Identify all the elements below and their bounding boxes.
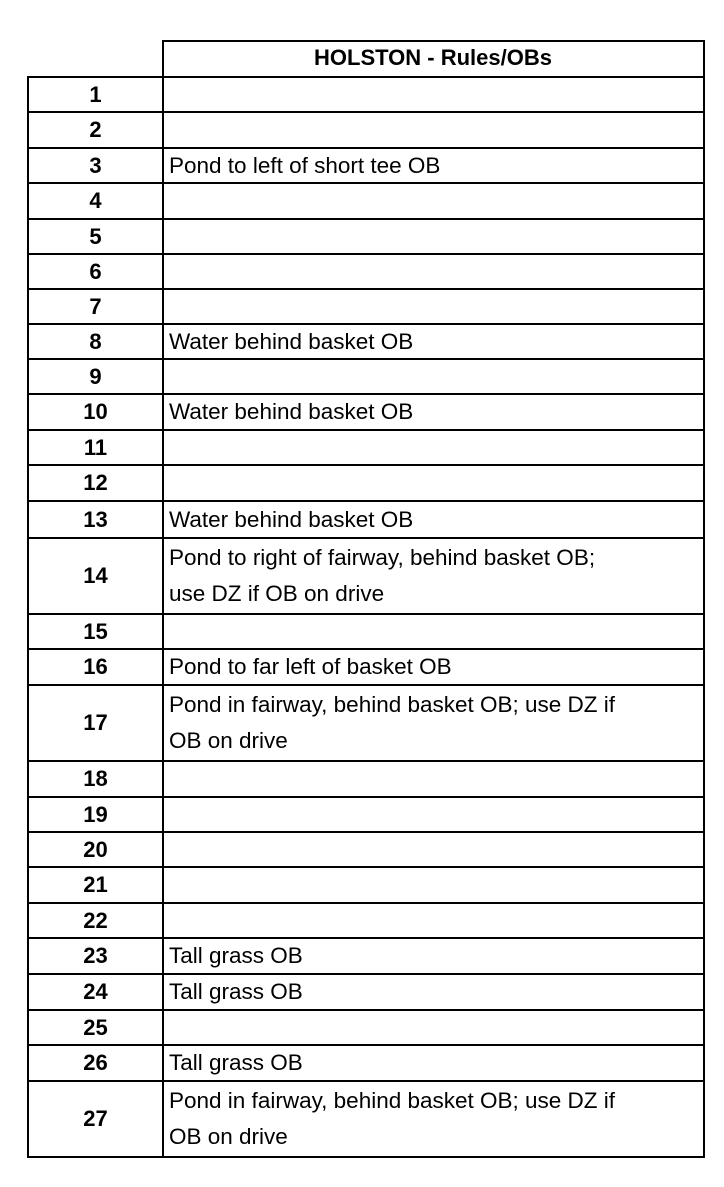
rule-note: Pond in fairway, behind basket OB; use DZ if OB on drive <box>169 1088 616 1149</box>
rule-note: Tall grass OB <box>169 943 303 968</box>
rule-note <box>169 113 697 147</box>
hole-number: 18 <box>83 766 108 791</box>
rule-note <box>169 1011 697 1044</box>
hole-number: 11 <box>83 434 108 460</box>
hole-number: 24 <box>83 979 108 1004</box>
rule-note <box>169 220 697 253</box>
hole-number: 9 <box>89 363 102 389</box>
hole-number: 1 <box>89 81 102 107</box>
hole-number: 21 <box>83 872 108 897</box>
rule-note <box>169 184 697 218</box>
rule-note: Pond in fairway, behind basket OB; use DZ if OB on drive <box>169 692 616 753</box>
rule-note <box>169 466 697 500</box>
hole-number: 6 <box>89 258 102 284</box>
rule-note: Pond to right of fairway, behind basket OB; use DZ if OB on drive <box>169 545 596 606</box>
rule-note <box>169 798 697 831</box>
rule-note <box>169 833 697 866</box>
rule-note: Tall grass OB <box>169 1050 303 1075</box>
rule-note <box>169 762 697 796</box>
rule-note <box>169 615 697 648</box>
hole-number: 20 <box>83 836 108 862</box>
rule-note: Water behind basket OB <box>169 399 414 424</box>
rule-note <box>169 431 697 464</box>
rule-note: Water behind basket OB <box>169 328 414 354</box>
hole-number: 12 <box>83 470 108 495</box>
hole-number: 5 <box>89 223 102 249</box>
hole-number: 19 <box>83 801 108 827</box>
hole-number: 7 <box>89 293 102 319</box>
rule-note <box>169 868 697 902</box>
hole-number: 23 <box>83 943 108 968</box>
hole-number: 27 <box>83 1106 108 1131</box>
rule-note <box>169 360 697 393</box>
rule-note: Pond to left of short tee OB <box>169 152 441 178</box>
rule-note: Tall grass OB <box>169 979 303 1004</box>
table-header: HOLSTON - Rules/OBs <box>314 45 552 70</box>
hole-number: 3 <box>89 152 102 178</box>
table-border <box>162 40 704 42</box>
rule-note: Pond to far left of basket OB <box>169 654 452 679</box>
hole-number: 17 <box>83 710 108 735</box>
row-divider <box>27 1156 704 1158</box>
hole-number: 25 <box>83 1014 108 1040</box>
hole-number: 26 <box>83 1050 108 1075</box>
hole-number: 13 <box>83 506 108 532</box>
rule-note <box>169 904 697 937</box>
hole-number: 4 <box>89 188 102 213</box>
hole-number: 10 <box>83 399 108 424</box>
rule-note <box>169 290 697 323</box>
hole-number: 22 <box>83 907 108 933</box>
column-divider <box>703 40 705 1158</box>
hole-number: 2 <box>89 117 102 142</box>
rule-note <box>169 255 697 288</box>
hole-number: 14 <box>83 563 108 588</box>
hole-number: 8 <box>89 328 102 354</box>
hole-number: 16 <box>83 654 108 679</box>
rule-note <box>169 78 697 111</box>
rule-note: Water behind basket OB <box>169 506 414 532</box>
hole-number: 15 <box>83 618 108 644</box>
